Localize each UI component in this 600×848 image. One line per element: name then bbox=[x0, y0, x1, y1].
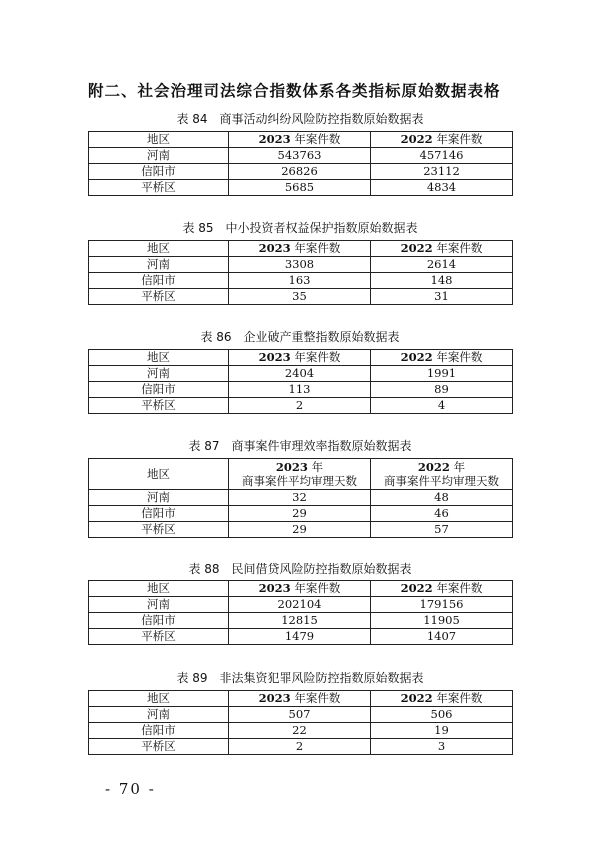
header-2022: 2022 年 商事案件平均审理天数 bbox=[371, 459, 513, 490]
cell-2022: 148 bbox=[371, 273, 513, 289]
table-header-row bbox=[89, 691, 513, 707]
cell-region: 平桥区 bbox=[89, 289, 229, 305]
cell-region: 平桥区 bbox=[89, 180, 229, 196]
table-row bbox=[89, 148, 513, 164]
cell-2022: 48 bbox=[371, 490, 513, 506]
table-85-caption: 表 85 中小投资者权益保护指数原始数据表 bbox=[182, 221, 418, 235]
cell-region: 平桥区 bbox=[89, 739, 229, 755]
header-2023: 2023 年案件数 bbox=[229, 350, 371, 366]
cell-region: 河南 bbox=[89, 366, 229, 382]
cell-2023: 5685 bbox=[229, 180, 371, 196]
cell-region: 信阳市 bbox=[89, 164, 229, 180]
table-row bbox=[89, 629, 513, 645]
cell-2023: 29 bbox=[229, 522, 371, 538]
cell-region: 信阳市 bbox=[89, 382, 229, 398]
header-2022: 2022 年案件数 bbox=[371, 241, 513, 257]
cell-2022: 3 bbox=[371, 739, 513, 755]
cell-region: 信阳市 bbox=[89, 273, 229, 289]
header-region: 地区 bbox=[89, 581, 229, 597]
table-row bbox=[89, 398, 513, 414]
table-row bbox=[89, 366, 513, 382]
cell-region: 平桥区 bbox=[89, 398, 229, 414]
cell-2022: 2614 bbox=[371, 257, 513, 273]
cell-2022: 179156 bbox=[371, 597, 513, 613]
table-header-row bbox=[89, 459, 513, 490]
table-84-caption: 表 84 商事活动纠纷风险防控指数原始数据表 bbox=[176, 112, 424, 126]
table-row bbox=[89, 597, 513, 613]
appendix-heading: 附二、社会治理司法综合指数体系各类指标原始数据表格 bbox=[88, 82, 501, 100]
cell-region: 河南 bbox=[89, 597, 229, 613]
cell-2023: 3308 bbox=[229, 257, 371, 273]
table-87 bbox=[88, 458, 513, 538]
table-85 bbox=[88, 240, 513, 305]
cell-2023: 163 bbox=[229, 273, 371, 289]
cell-2022: 4834 bbox=[371, 180, 513, 196]
cell-2023: 2404 bbox=[229, 366, 371, 382]
header-region: 地区 bbox=[89, 241, 229, 257]
table-row bbox=[89, 506, 513, 522]
cell-region: 河南 bbox=[89, 257, 229, 273]
table-header-row bbox=[89, 132, 513, 148]
table-header-row bbox=[89, 350, 513, 366]
cell-2023: 543763 bbox=[229, 148, 371, 164]
cell-2022: 1991 bbox=[371, 366, 513, 382]
cell-2023: 35 bbox=[229, 289, 371, 305]
table-86 bbox=[88, 349, 513, 414]
header-2023: 2023 年 商事案件平均审理天数 bbox=[229, 459, 371, 490]
cell-2023: 29 bbox=[229, 506, 371, 522]
table-87-caption: 表 87 商事案件审理效率指数原始数据表 bbox=[188, 439, 412, 453]
cell-region: 平桥区 bbox=[89, 522, 229, 538]
table-89-caption: 表 89 非法集资犯罪风险防控指数原始数据表 bbox=[176, 671, 424, 685]
table-row bbox=[89, 164, 513, 180]
cell-2022: 31 bbox=[371, 289, 513, 305]
table-88 bbox=[88, 580, 513, 645]
cell-region: 信阳市 bbox=[89, 506, 229, 522]
cell-2023: 507 bbox=[229, 707, 371, 723]
table-row bbox=[89, 723, 513, 739]
table-86-caption: 表 86 企业破产重整指数原始数据表 bbox=[200, 330, 400, 344]
cell-2023: 22 bbox=[229, 723, 371, 739]
header-region: 地区 bbox=[89, 132, 229, 148]
cell-2022: 11905 bbox=[371, 613, 513, 629]
cell-2023: 32 bbox=[229, 490, 371, 506]
table-header-row bbox=[89, 581, 513, 597]
cell-region: 平桥区 bbox=[89, 629, 229, 645]
cell-2023: 113 bbox=[229, 382, 371, 398]
table-88-caption: 表 88 民间借贷风险防控指数原始数据表 bbox=[188, 562, 412, 576]
cell-region: 信阳市 bbox=[89, 613, 229, 629]
cell-2022: 457146 bbox=[371, 148, 513, 164]
cell-2022: 57 bbox=[371, 522, 513, 538]
cell-2022: 46 bbox=[371, 506, 513, 522]
table-row bbox=[89, 273, 513, 289]
cell-2023: 202104 bbox=[229, 597, 371, 613]
table-row bbox=[89, 739, 513, 755]
cell-region: 河南 bbox=[89, 707, 229, 723]
header-2022: 2022 年案件数 bbox=[371, 350, 513, 366]
cell-2022: 23112 bbox=[371, 164, 513, 180]
table-row bbox=[89, 289, 513, 305]
cell-2022: 19 bbox=[371, 723, 513, 739]
cell-2023: 2 bbox=[229, 398, 371, 414]
cell-2022: 4 bbox=[371, 398, 513, 414]
header-2022: 2022 年案件数 bbox=[371, 581, 513, 597]
header-region: 地区 bbox=[89, 350, 229, 366]
header-2023: 2023 年案件数 bbox=[229, 691, 371, 707]
header-region: 地区 bbox=[89, 459, 229, 490]
table-row bbox=[89, 490, 513, 506]
table-row bbox=[89, 382, 513, 398]
header-2022: 2022 年案件数 bbox=[371, 132, 513, 148]
table-89 bbox=[88, 690, 513, 755]
cell-2023: 1479 bbox=[229, 629, 371, 645]
cell-2023: 26826 bbox=[229, 164, 371, 180]
page-number: - 70 - bbox=[105, 780, 156, 798]
table-header-row bbox=[89, 241, 513, 257]
header-region: 地区 bbox=[89, 691, 229, 707]
table-row bbox=[89, 257, 513, 273]
header-2023: 2023 年案件数 bbox=[229, 132, 371, 148]
cell-2023: 12815 bbox=[229, 613, 371, 629]
table-row bbox=[89, 180, 513, 196]
table-row bbox=[89, 707, 513, 723]
cell-2022: 89 bbox=[371, 382, 513, 398]
header-2023: 2023 年案件数 bbox=[229, 581, 371, 597]
cell-2022: 1407 bbox=[371, 629, 513, 645]
table-84 bbox=[88, 131, 513, 196]
cell-region: 河南 bbox=[89, 148, 229, 164]
cell-2023: 2 bbox=[229, 739, 371, 755]
header-2022: 2022 年案件数 bbox=[371, 691, 513, 707]
cell-region: 信阳市 bbox=[89, 723, 229, 739]
table-row bbox=[89, 522, 513, 538]
header-2023: 2023 年案件数 bbox=[229, 241, 371, 257]
cell-region: 河南 bbox=[89, 490, 229, 506]
cell-2022: 506 bbox=[371, 707, 513, 723]
table-row bbox=[89, 613, 513, 629]
